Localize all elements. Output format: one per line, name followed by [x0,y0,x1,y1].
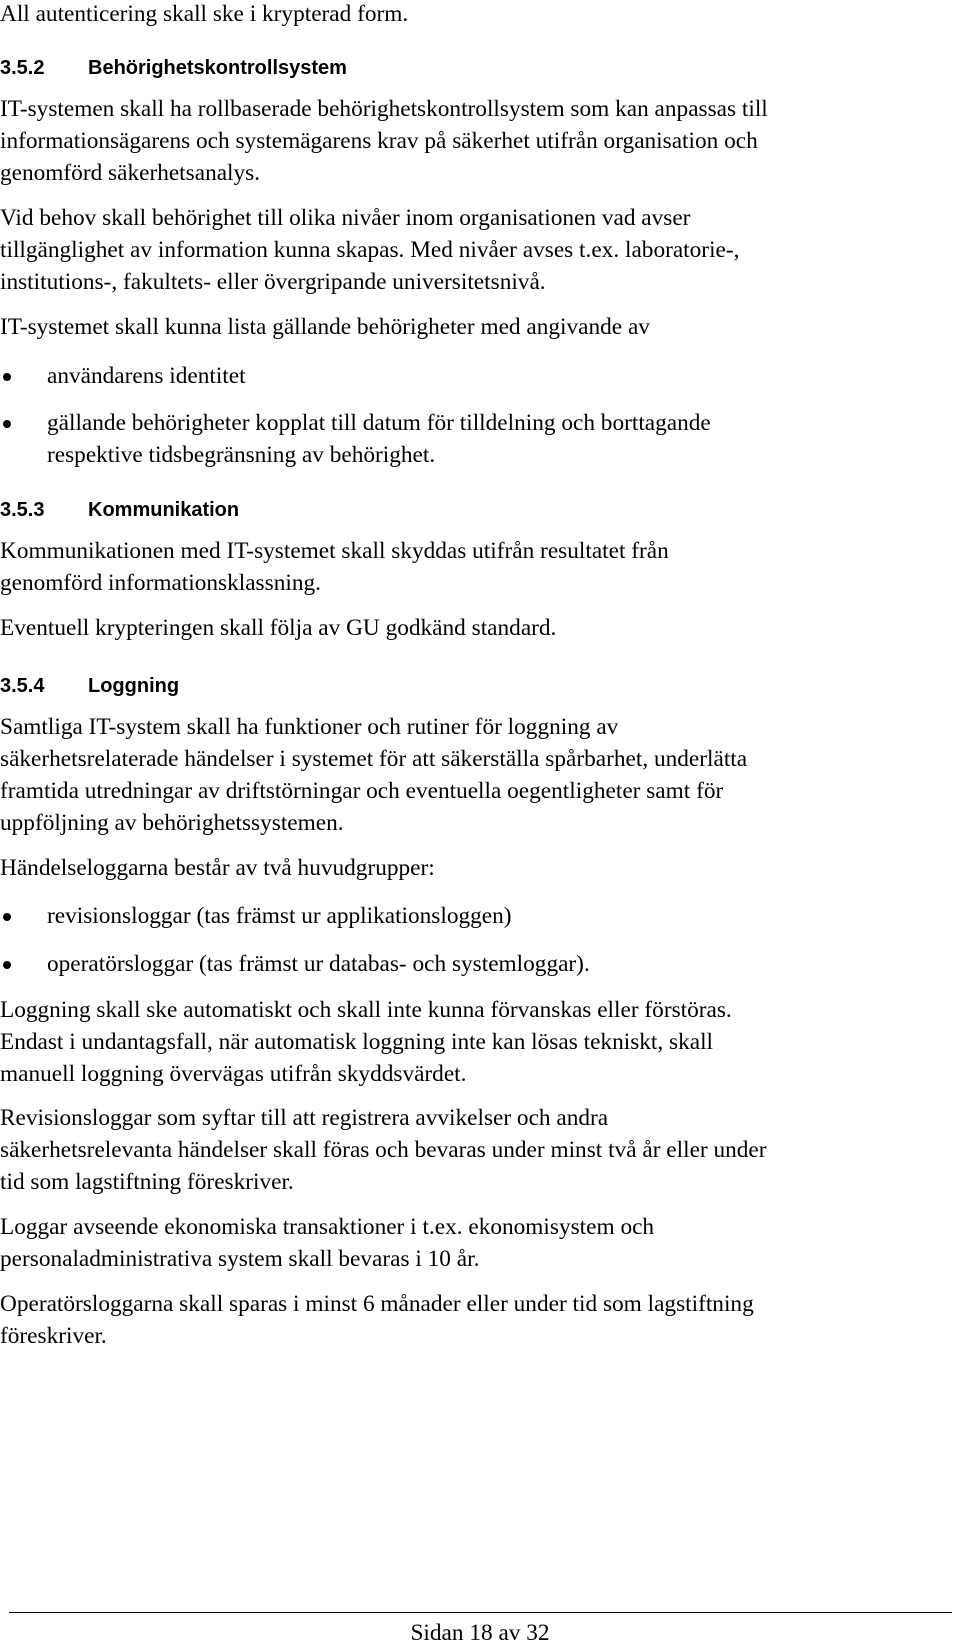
paragraph [0,202,945,298]
text-line: tid som lagstiftning föreskriver. [0,1169,294,1195]
text-line: användarens identitet [47,363,246,389]
text-line: Kommunikationen med IT-systemet skall skyddas utifrån resultatet från [0,538,669,564]
bullet-dot-icon [3,961,11,969]
section-number: 3.5.3 [0,499,45,521]
bullet-dot-icon [3,373,11,381]
text-line: IT-systemet skall kunna lista gällande behörigheter med angivande av [0,314,650,340]
text-line: gällande behörigheter kopplat till datum för tilldelning och borttagande [47,410,711,436]
text-line: säkerhetsrelevanta händelser skall föras och bevaras under minst två år eller under [0,1137,767,1163]
page-number: Sidan 18 av 32 [410,1620,550,1646]
text-line: föreskriver. [0,1323,107,1349]
intro-paragraph [0,0,945,30]
paragraph [0,311,945,343]
text-line: revisionsloggar (tas främst ur applikationsloggen) [47,903,512,929]
text-line: uppföljning av behörighetssystemen. [0,810,344,836]
paragraph [0,1288,945,1352]
paragraph [0,1102,945,1198]
text-line: informationsägarens och systemägarens krav på säkerhet utifrån organisation och [0,128,758,154]
section-heading-3-5-3 [0,497,239,523]
text-line: institutions-, fakultets- eller övergripande universitetsnivå. [0,269,546,295]
paragraph [0,535,945,599]
paragraph [0,93,945,189]
text-line: Endast i undantagsfall, när automatisk loggning inte kan lösas tekniskt, skall [0,1029,714,1055]
text-line: tillgänglighet av information kunna skapas. Med nivåer avses t.ex. laboratorie-, [0,237,740,263]
paragraph [0,1211,945,1275]
text-line: Eventuell krypteringen skall följa av GU godkänd standard. [0,615,557,641]
section-title: Behörighetskontrollsystem [88,57,347,79]
text-line: Vid behov skall behörighet till olika nivåer inom organisationen vad avser [0,205,691,231]
text-line: All autenticering skall ske i krypterad form. [0,1,409,27]
paragraph [0,612,945,644]
footer-divider [9,1612,952,1613]
text-line: genomförd informationsklassning. [0,570,321,596]
text-line: manuell loggning övervägas utifrån skyddsvärdet. [0,1061,467,1087]
section-title: Kommunikation [88,499,240,521]
text-line: framtida utredningar av driftstörningar och eventuella oegentligheter samt för [0,778,724,804]
paragraph [0,711,945,839]
paragraph [0,994,945,1090]
paragraph [0,852,945,884]
text-line: Loggar avseende ekonomiska transaktioner i t.ex. ekonomisystem och [0,1214,655,1240]
text-line: personaladministrativa system skall bevaras i 10 år. [0,1246,480,1272]
text-line: genomförd säkerhetsanalys. [0,160,261,186]
text-line: Händelseloggarna består av två huvudgrupper: [0,855,435,881]
text-line: Revisionsloggar som syftar till att registrera avvikelser och andra [0,1105,609,1131]
section-number: 3.5.2 [0,57,45,79]
text-line: Loggning skall ske automatiskt och skall inte kunna förvanskas eller förstöras. [0,997,732,1023]
section-heading-3-5-4 [0,673,179,699]
section-heading-3-5-2 [0,55,347,81]
text-line: respektive tidsbegränsning av behörighet. [47,442,436,468]
bullet-dot-icon [3,913,11,921]
text-line: operatörsloggar (tas främst ur databas- och systemloggar). [47,951,590,977]
text-line: Samtliga IT-system skall ha funktioner och rutiner för loggning av [0,714,619,740]
section-number: 3.5.4 [0,675,45,697]
section-title: Loggning [88,675,180,697]
text-line: Operatörsloggarna skall sparas i minst 6 månader eller under tid som lagstiftning [0,1291,754,1317]
bullet-dot-icon [3,420,11,428]
text-line: IT-systemen skall ha rollbaserade behörighetskontrollsystem som kan anpassas till [0,96,768,122]
text-line: säkerhetsrelaterade händelser i systemet för att säkerställa spårbarhet, underlätta [0,746,748,772]
